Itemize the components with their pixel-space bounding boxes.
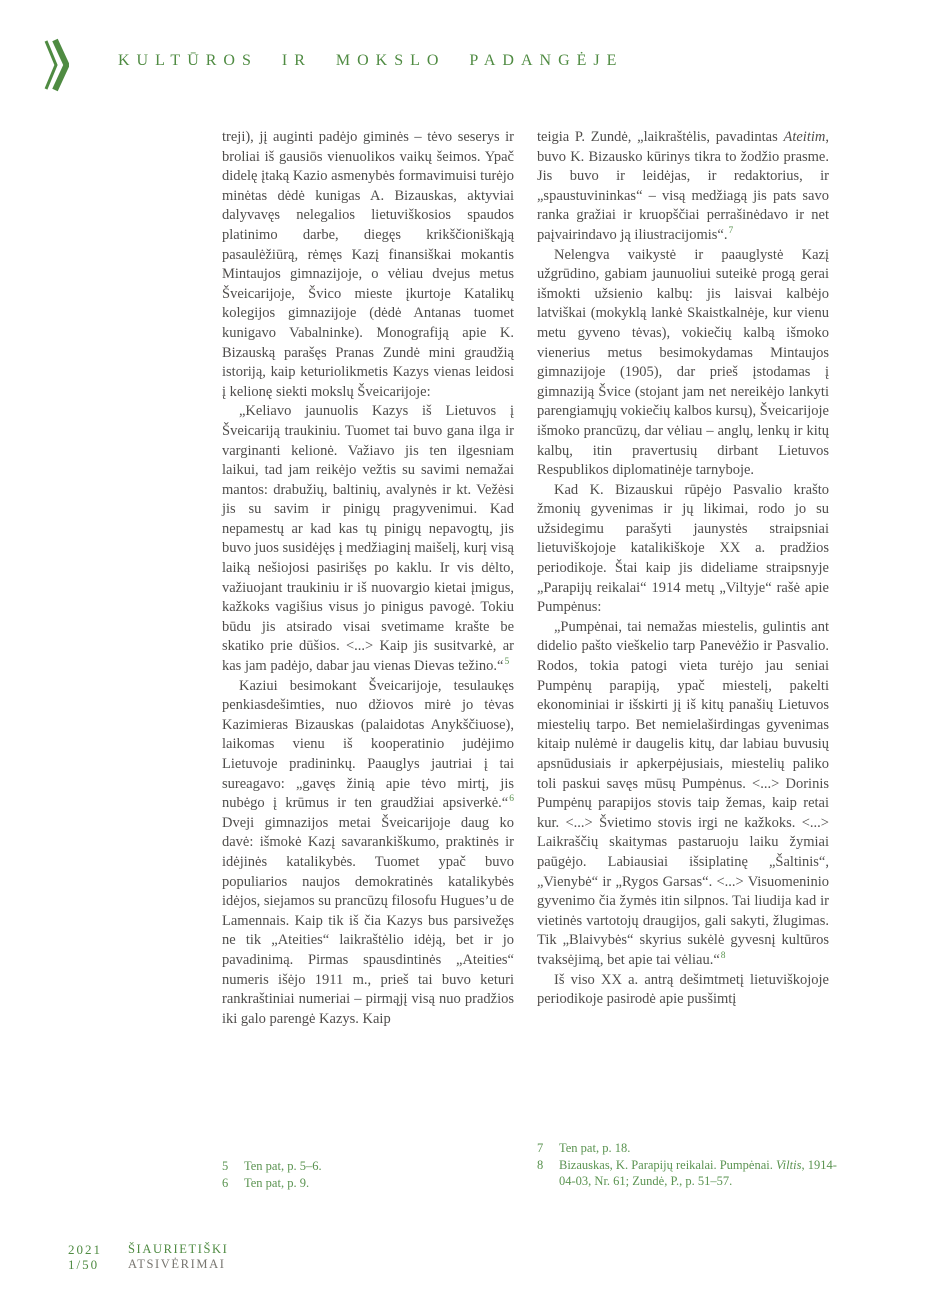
italic-text: Ateitim — [783, 129, 826, 145]
footnote-text — [559, 1140, 842, 1157]
text-run: teigia P. Zundė, „laikraštėlis, pavadintas — [537, 129, 784, 145]
text-run: treji), jį auginti padėjo giminės – tėvo seserys ir broliai iš gausiōs vienuolikos vaikų šeimos. Ypač didelę įtaką Kazio asmenybės formavimuisi turėjo minėtas dėdė kunigas A. Bizauskas, aktyviai dalyvavęs nelegalios lietuviškosios spaudos platinimo darbe, diegęs krikščioniškąją pasaulėžiūrą, rėmęs Kazį finansiškai mokantis Mintaujos gimnazijoje, o vėliau dvejus metus Šveicarijoje, Švico mieste įkurtoje Katalikų kolegijos gimnazijoje (dėdė Antanas tuomet kunigavo Vabalninke). Monografiją apie K. Bizauską parašęs Pranas Zundė mini graudžią istoriją, kaip keturiolikmetis Kazys vienas leidosi į kelionę siekti mokslų Šveicarijoje: — [222, 129, 514, 400]
footnote-number: 6 — [222, 1175, 229, 1190]
footnote-text — [244, 1175, 514, 1192]
footnote-number: 8 — [537, 1157, 544, 1172]
footnote-text — [244, 1158, 514, 1175]
paragraph — [537, 128, 829, 246]
paragraph — [537, 246, 829, 481]
section-title: KULTŪROS IR MOKSLO PADANGĖJE — [118, 52, 624, 69]
footnote-number: 5 — [222, 1159, 229, 1173]
footer-issue-block — [68, 1242, 118, 1272]
paragraph — [537, 481, 829, 618]
text-run: Nelengva vaikystė ir paauglystė Kazį užgrūdino, gabiam jaunuoliui suteikė progą gerai išmokti užsienio kalbų: jis laisvai kalbėjo latviškai (mokyklą lankė Skaistkalnėje, kur vienu metu gyveno tėvas), vokiečių kalbą išmoko vienerius metus besimokydamas Mintaujos gimnazijoje (1905), dar prieš įstodamas į gimnaziją Švice (stojant jam net nereikėjo lankyti parengiamųjų vokiečių kalbos kursų), Šveicarijoje išmoko prancūzų, dar vėliau – anglų, lenkų ir kitų kalbų, itin pravertusių dirbant Lietuvos Respublikos diplomatinėje tarnyboje. — [537, 246, 829, 479]
footnote — [222, 1158, 514, 1175]
footer-issue: 1/50 — [68, 1257, 100, 1272]
footnote-ref: 8 — [720, 951, 726, 962]
paragraph — [537, 971, 829, 1010]
footnote-ref: 7 — [728, 226, 734, 237]
footnote — [222, 1175, 514, 1192]
text-run: Ten pat, p. 5–6. — [244, 1159, 322, 1173]
footnotes-left — [222, 1158, 514, 1191]
double-chevron-right-icon — [43, 38, 69, 92]
text-run: Iš viso XX a. antrą dešimtmetį lietuviškojoje periodikoje pasirodė apie pusšimtį — [537, 971, 829, 1008]
text-run: Ten pat, p. 9. — [244, 1175, 310, 1190]
text-run: Dveji gimnazijos metai Šveicarijoje daug ko davė: išmokė Kazį savarankiškumo, praktinės ir idėjinės katalikybės. Tuomet ypač buvo populiarios naujos demokratinės katalikybės idėjos, siejamos su prancūzų filosofu Hugues’u de Lamennais. Kaip tik iš čia Kazys bus parsivežęs ne tik „Ateities“ laikraštėlio idėją, bet ir jo pavadinimą. Pirmas spausdintinės „Ateities“ numeris išėjo 1911 m., prieš tai buvo keturi rankraštiniai numeriai – pirmąjį visą nuo pradžios iki galo parengė Kazys. Kaip — [222, 814, 514, 1027]
footnote-number: 7 — [537, 1141, 544, 1155]
paragraph — [537, 618, 829, 971]
text-run: „Pumpėnai, tai nemažas miestelis, gulintis ant didelio pašto vieškelio tarp Panevėžio ir Pasvalio. Rodos, tokia patogi vieta turėjo jau seniai Pumpėnų parapiją, ypač miestelį, pakelti ekonominiai ir išskirti jį iš kitų panašių Lietuvos miestelių tarpo. Bet nemielaširdingas gyvenimas kitaip nulėmė ir daugelis kitų, dar labiau buvusių apsnūdusiais ir apkerpėjusiais, miestelių paliko toli paskui savęs mūsų Pumpėnus. <...> Dorinis Pumpėnų parapijos stovis taip žemas, kaip retai kur. <...> Švietimo stovis irgi ne kažkoks. <...> Laikraščių skaitymas pastaruoju laiku žymiai paūgėjo. Labiausiai išsiplatinę „Šaltinis“, „Vienybė“ ir „Rygos Garsas“. <...> Visuomeninio gyvenimo čia žymės itin silpnos. Tai liudija kad ir vietinės vartotojų draugijos, gali sakyti, žlugimas. Tik „Blaivybės“ skyrius sukėlė gyvesnį kultūros tvaksėjimą, bet apie tai vėliau.“ — [537, 618, 829, 968]
paragraph — [222, 402, 514, 676]
text-run: Bizauskas, K. Parapijų reikalai. Pumpėnai. — [559, 1157, 776, 1172]
column-left — [222, 128, 514, 1029]
footnote-ref: 5 — [504, 657, 510, 668]
text-run: Kad K. Bizauskui rūpėjo Pasvalio krašto žmonių gyvenimas ir jų likimai, rodo jo su užsidegimu parašyti jaunystės straipsniai lietuviškojoje katalikiškoje XX a. pradžios periodikoje. Štai kaip jis dideliame straipsnyje „Parapijų reikalai“ 1914 metų „Viltyje“ rašė apie Pumpėnus: — [537, 481, 829, 616]
footnote-text — [559, 1157, 842, 1190]
footer-magazine-line1: ŠIAURIETIŠKI — [128, 1242, 229, 1256]
paragraph — [222, 128, 514, 402]
article-body — [222, 128, 829, 1029]
italic-text: Viltis — [775, 1157, 802, 1172]
paragraph — [222, 677, 514, 1030]
footnote — [537, 1140, 842, 1157]
page-footer — [68, 1242, 228, 1272]
text-run: , buvo K. Bizausko kūrinys tikra to žodžio prasme. Jis buvo ir leidėjas, ir redaktorius, ir „spaustuvininkas“ – visą medžiagą jis pats savo ranka gražiai ir kruopščiai perrašinėdavo ir net paįvairindavo ją iliustracijomis“. — [537, 129, 829, 243]
footnotes-right — [537, 1140, 842, 1190]
footer-magazine-block — [128, 1242, 228, 1272]
text-run: Ten pat, p. 18. — [559, 1141, 631, 1155]
footnote — [537, 1157, 842, 1190]
footer-year: 2021 — [68, 1242, 102, 1257]
column-right — [537, 128, 829, 1029]
footnote-ref: 6 — [509, 794, 514, 805]
text-run: „Keliavo jaunuolis Kazys iš Lietuvos į Šveicariją traukiniu. Tuomet tai buvo gana ilga ir varginanti kelionė. Važiavo jis ten ilgesniam laikui, tad jam reikėjo vežtis su savimi nemažai mantos: drabužių, baltinių, avalynės ir kt. Vežėsi jis su savim ir pinigų pragyvenimui. Kad nepamestų ar kad kas tų pinigų nepavogtų, jis buvo juos susidėjęs į medžiaginį maišelį, kurį visą laiką nešiojosi pasirišęs po kaklu. Ir vis dėlto, važiuojant traukiniu ir iš nuovargio kietai įmigus, kažkoks vagišius visus jo pinigus pavogė. Tokiu būdu jis atsirado visai svetimame krašte be skatiko prie dūšios. <...> Kaip jis susitvarkė, ar kas jam padėjo, dabar jau vienas Dievas težino.“ — [222, 403, 514, 675]
text-run: , 1914-04-03, Nr. 61; Zundė, P., p. 51–57. — [559, 1157, 837, 1188]
text-run: Kaziui besimokant Šveicarijoje, tesulaukęs penkiasdešimties, nuo džiovos mirė jo tėvas Kazimieras Bizauskas (palaidotas Anykščiuose), laikomas vienu iš kooperatinio judėjimo Lietuvoje pradininkų. Paauglys jautriai į tai sureagavo: „gavęs žinią apie tėvo mirtį, jis nubėgo į krūmus ir ten graudžiai apsiverkė.“ — [222, 677, 514, 812]
footer-magazine-line2: ATSIVĖRIMAI — [128, 1257, 226, 1271]
